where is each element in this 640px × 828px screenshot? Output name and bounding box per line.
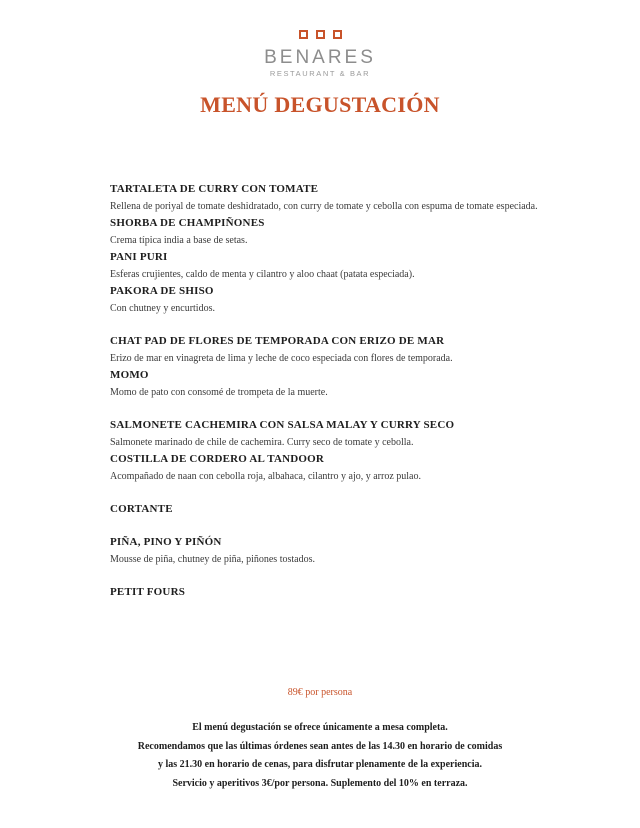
page-title: MENÚ DEGUSTACIÓN bbox=[200, 92, 440, 117]
price: 89€ por persona bbox=[287, 687, 353, 698]
brand-name: BENARES bbox=[264, 47, 376, 68]
note-line: Servicio y aperitivos 3€/por persona. Suplemento del 10% en terraza. bbox=[172, 777, 468, 789]
logo-square bbox=[333, 30, 342, 39]
brand-logo bbox=[0, 30, 640, 79]
logo-squares-icon bbox=[0, 30, 640, 44]
menu-course bbox=[110, 501, 540, 518]
menu-course bbox=[110, 584, 540, 601]
dish-name: PETIT FOURS bbox=[110, 586, 186, 598]
dish-name: TARTALETA DE CURRY CON TOMATE bbox=[110, 183, 319, 195]
dish-name: CORTANTE bbox=[110, 503, 173, 515]
dish-name: CHAT PAD DE FLORES DE TEMPORADA CON ERIZO DE MAR bbox=[110, 335, 445, 347]
menu-course bbox=[110, 333, 540, 401]
dish-name: SHORBA DE CHAMPIÑONES bbox=[110, 217, 265, 229]
note-line: Recomendamos que las últimas órdenes sean antes de las 14.30 en horario de comidas bbox=[137, 740, 503, 752]
note-line: El menú degustación se ofrece únicamente a mesa completa. bbox=[192, 722, 448, 733]
dish-description: Acompañado de naan con cebolla roja, albahaca, cilantro y ajo, y arroz pulao. bbox=[110, 471, 421, 482]
dish-description: Esferas crujientes, caldo de menta y cilantro y aloo chaat (patata especiada). bbox=[110, 269, 415, 280]
dish-name: MOMO bbox=[110, 369, 149, 381]
menu-course bbox=[110, 181, 540, 317]
logo-square bbox=[299, 30, 308, 39]
logo-square bbox=[316, 30, 325, 39]
dish-description: Momo de pato con consomé de trompeta de la muerte. bbox=[110, 387, 328, 398]
dish-name: COSTILLA DE CORDERO AL TANDOOR bbox=[110, 453, 325, 465]
dish-description: Mousse de piña, chutney de piña, piñones tostados. bbox=[110, 554, 315, 565]
footer-notes bbox=[0, 719, 640, 793]
dish-description: Con chutney y encurtidos. bbox=[110, 303, 215, 314]
dish-name: SALMONETE CACHEMIRA CON SALSA MALAY Y CURRY SECO bbox=[110, 419, 455, 431]
menu-course bbox=[110, 417, 540, 485]
dish-description: Crema típica india a base de setas. bbox=[110, 235, 248, 246]
dish-description: Salmonete marinado de chile de cachemira. Curry seco de tomate y cebolla. bbox=[110, 437, 414, 448]
menu-list bbox=[110, 181, 540, 617]
brand-subtitle: RESTAURANT & BAR bbox=[269, 69, 371, 78]
dish-name: PIÑA, PINO Y PIÑÓN bbox=[110, 536, 222, 548]
dish-name: PANI PURI bbox=[110, 251, 168, 263]
menu-course bbox=[110, 534, 540, 568]
dish-description: Erizo de mar en vinagreta de lima y leche de coco especiada con flores de temporada. bbox=[110, 353, 453, 364]
note-line: y las 21.30 en horario de cenas, para disfrutar plenamente de la experiencia. bbox=[158, 759, 482, 770]
dish-description: Rellena de poriyal de tomate deshidratado, con curry de tomate y cebolla con espuma de tomate especiada. bbox=[110, 201, 538, 212]
dish-name: PAKORA DE SHISO bbox=[110, 285, 214, 297]
